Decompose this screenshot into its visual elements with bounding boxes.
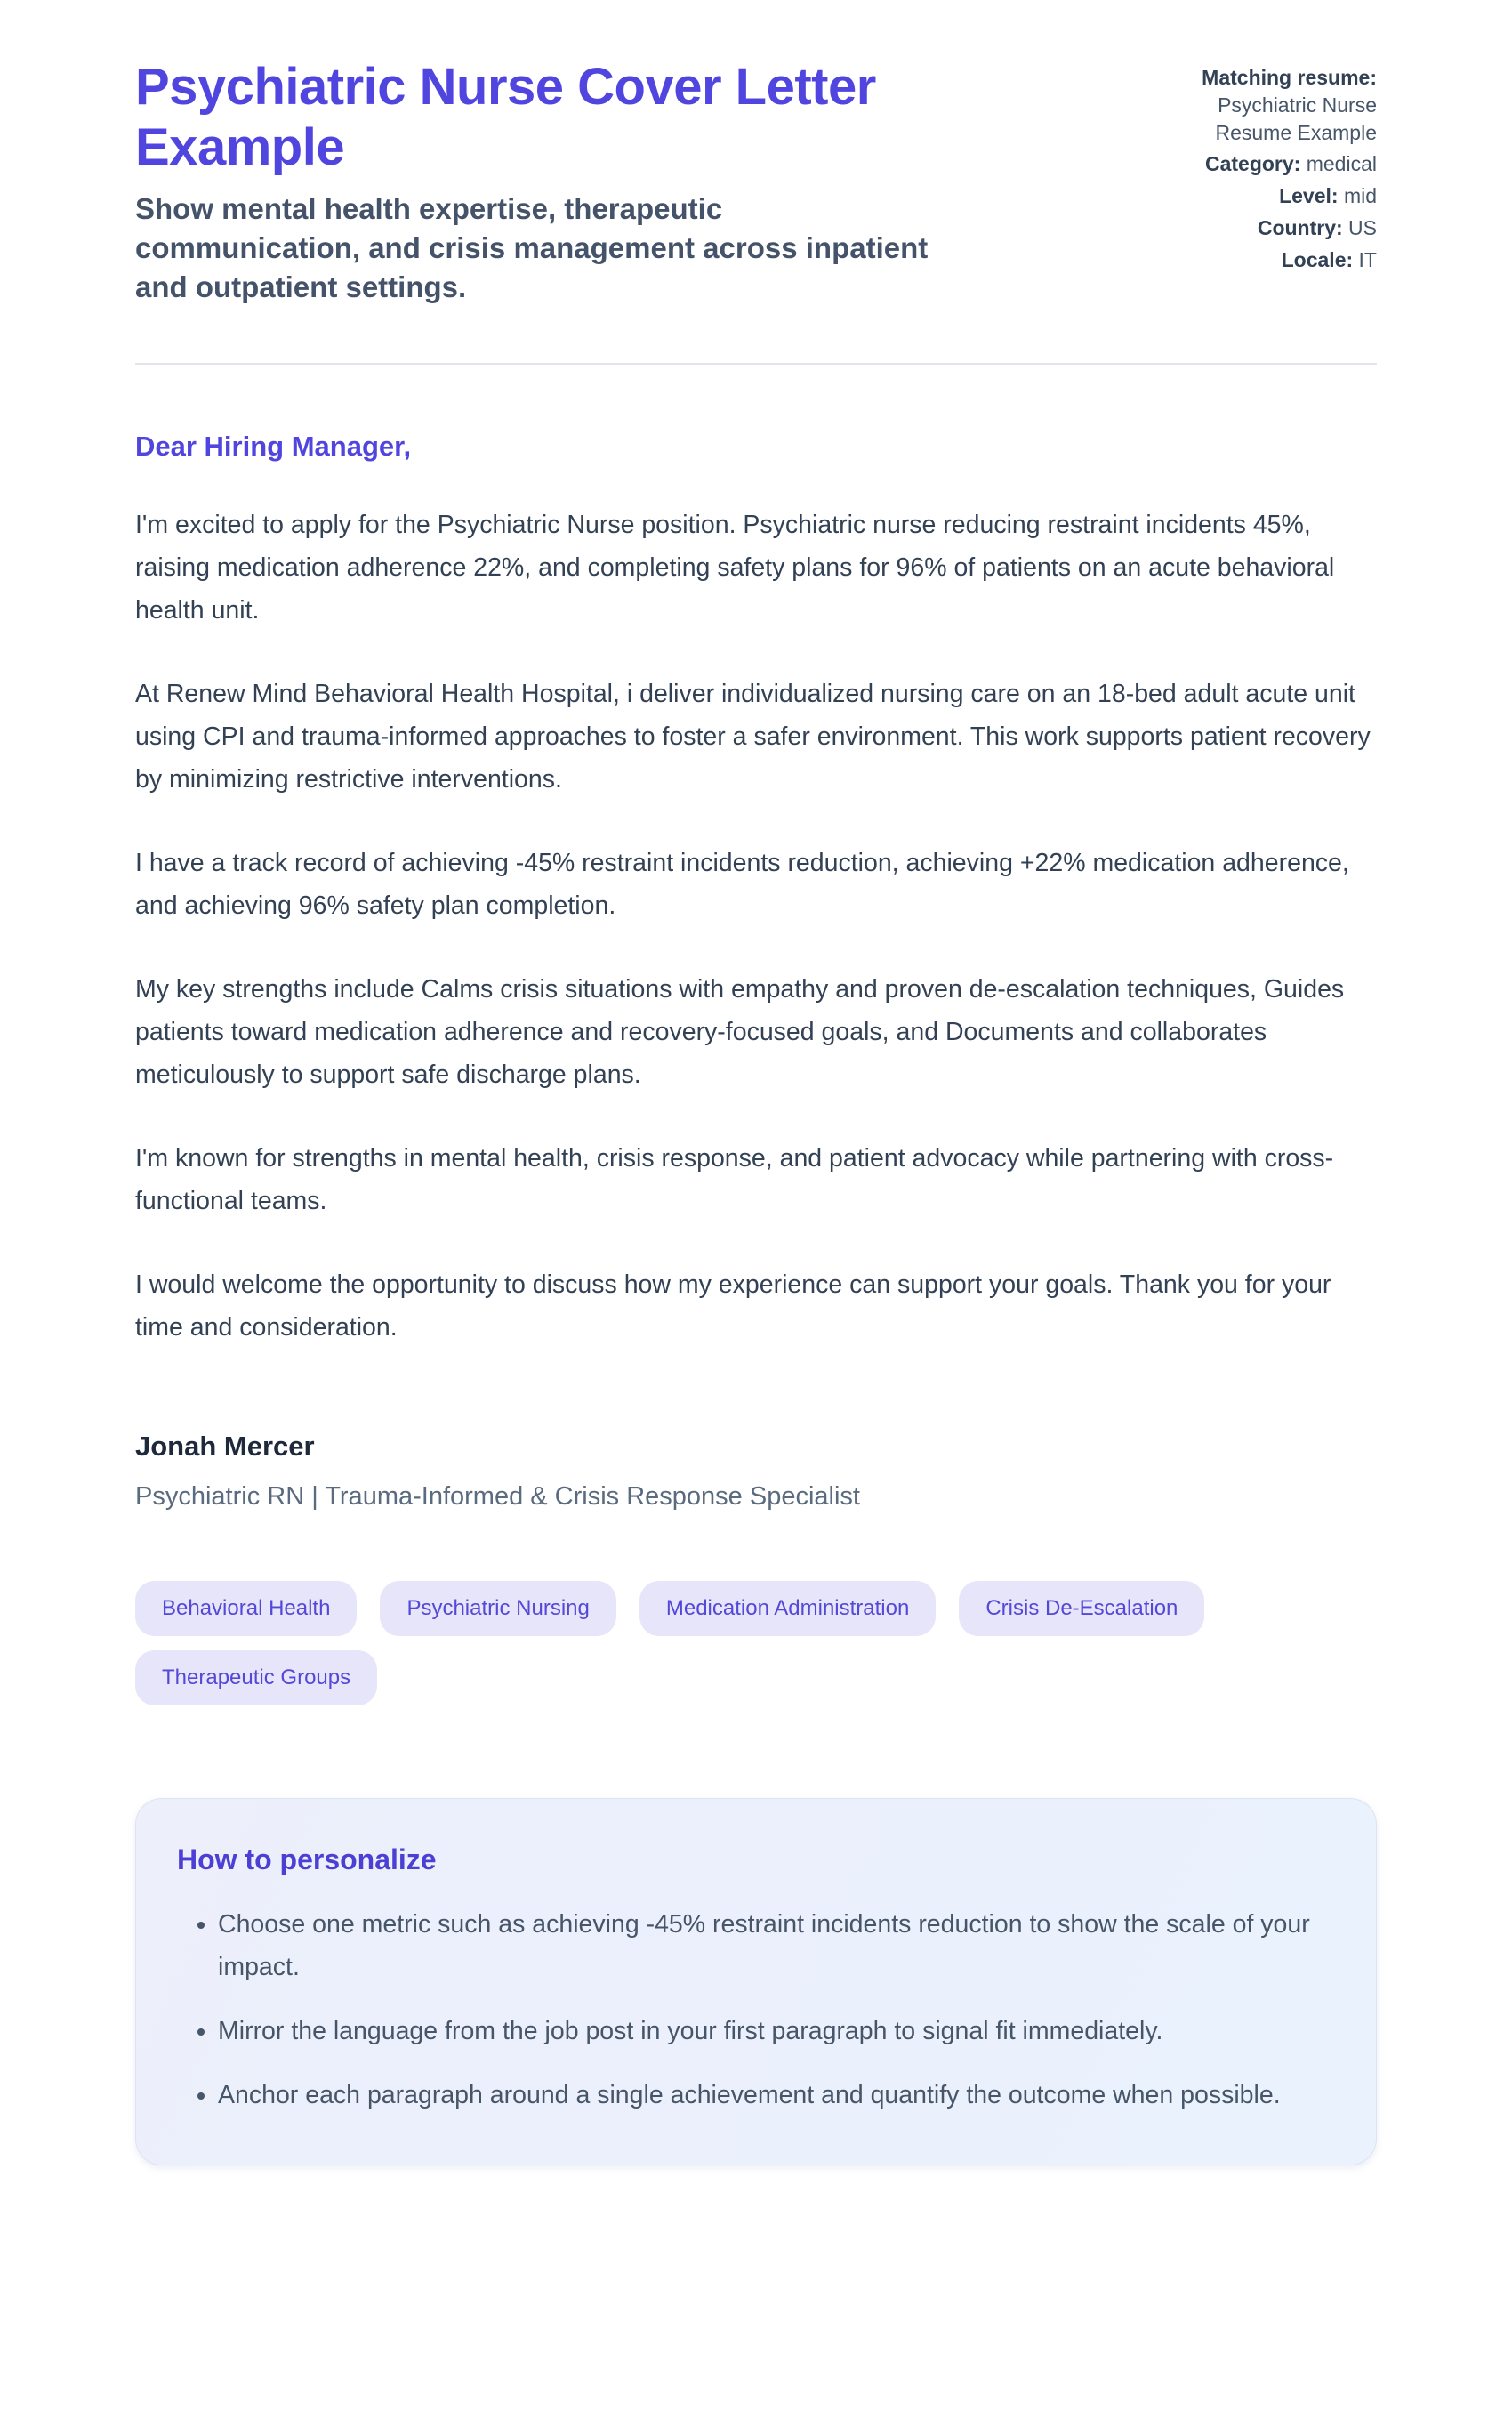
cover-letter: [135, 431, 1377, 1512]
personalize-heading: How to personalize: [177, 1842, 437, 1875]
matching-resume-link[interactable]: Psychiatric Nurse Resume Example: [1215, 93, 1377, 144]
meta-row-label: Level:: [1279, 184, 1339, 208]
meta-row-value: US: [1348, 216, 1377, 240]
meta-row-value: medical: [1306, 152, 1377, 176]
matching-resume-label: Matching resume:: [1202, 66, 1377, 89]
tip-item: • Mirror the language from the job post in your first paragraph to signal fit immediately.: [218, 2010, 1335, 2052]
skill-tag[interactable]: Medication Administration: [639, 1581, 936, 1636]
skill-tag[interactable]: Behavioral Health: [135, 1581, 357, 1636]
tip-item: • Anchor each paragraph around a single achievement and quantify the outcome when possible.: [218, 2074, 1335, 2117]
letter-paragraph: I have a track record of achieving -45% restraint incidents reduction, achieving +22% medication adherence, and achieving 96% safety plan completion.: [135, 848, 1349, 920]
page-title: Psychiatric Nurse Cover Letter Example: [135, 58, 876, 177]
header-text-block: [135, 57, 1033, 308]
content-container: [135, 0, 1377, 2165]
meta-row-value: IT: [1358, 247, 1377, 271]
skill-tag[interactable]: Therapeutic Groups: [135, 1650, 377, 1705]
skill-tag[interactable]: Psychiatric Nursing: [380, 1581, 615, 1636]
letter-paragraph: At Renew Mind Behavioral Health Hospital, i deliver individualized nursing care on an 18-bed adult acute unit using CPI and trauma-informed approaches to foster a safer environment. This work supports patient recovery by minimizing restrictive interventions.: [135, 679, 1371, 794]
skill-tags: [135, 1581, 1377, 1705]
matching-resume-row: [1070, 64, 1377, 146]
meta-row-level: [1070, 182, 1377, 210]
meta-row-category: [1070, 150, 1377, 178]
meta-row-label: Locale:: [1281, 247, 1354, 271]
signature-name: Jonah Mercer: [135, 1430, 315, 1462]
page-subtitle: Show mental health expertise, therapeutic communication, and crisis management across inpatient and outpatient settings.: [135, 191, 929, 304]
meta-row-locale: [1070, 246, 1377, 274]
letter-paragraph: I would welcome the opportunity to discuss how my experience can support your goals. Thank you for your time and consideration.: [135, 1270, 1331, 1342]
letter-paragraph: My key strengths include Calms crisis situations with empathy and proven de-escalation techniques, Guides patients toward medication adherence and recovery-focused goals, and Documents and collaborates meticulously to support safe discharge plans.: [135, 974, 1345, 1089]
tip-item: • Choose one metric such as achieving -45% restraint incidents reduction to show the scale of your impact.: [218, 1903, 1335, 1988]
header-divider: [135, 363, 1377, 365]
skill-tag[interactable]: Crisis De-Escalation: [959, 1581, 1204, 1636]
letter-greeting: Dear Hiring Manager,: [135, 430, 412, 462]
letter-paragraph: I'm excited to apply for the Psychiatric Nurse position. Psychiatric nurse reducing restraint incidents 45%, raising medication adherence 22%, and completing safety plans for 96% of patients on an acute behavioral health unit.: [135, 510, 1335, 625]
personalize-tips: [177, 1903, 1335, 2117]
meta-row-country: [1070, 214, 1377, 242]
personalize-box: [135, 1798, 1377, 2165]
signature-title: Psychiatric RN | Trauma-Informed & Crisis Response Specialist: [135, 1481, 860, 1511]
meta-panel: [1070, 57, 1377, 274]
letter-paragraph: I'm known for strengths in mental health, crisis response, and patient advocacy while partnering with cross-functional teams.: [135, 1143, 1334, 1215]
meta-row-label: Category:: [1204, 152, 1301, 176]
meta-row-value: mid: [1343, 184, 1377, 208]
page-header: [135, 57, 1377, 308]
signature-block: [135, 1431, 1377, 1512]
meta-row-label: Country:: [1257, 216, 1343, 240]
